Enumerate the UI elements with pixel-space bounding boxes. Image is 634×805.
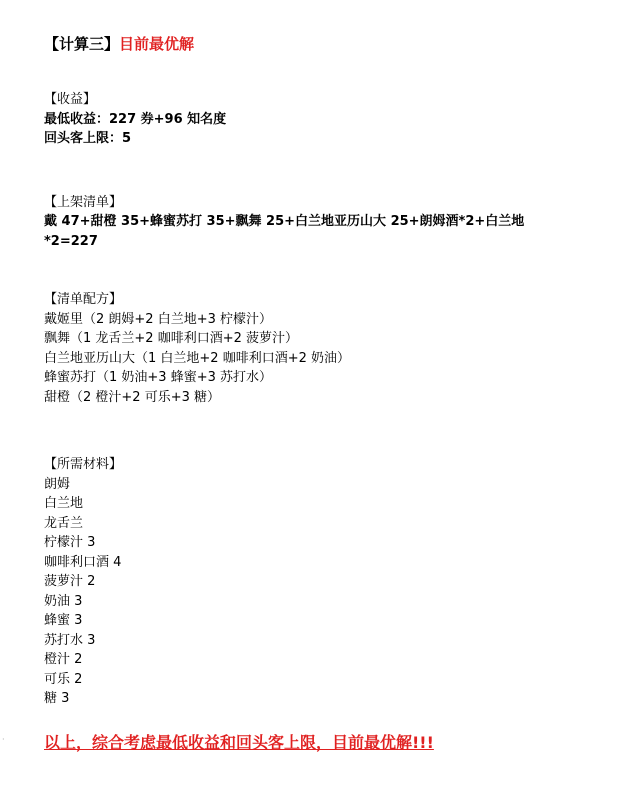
material-item: 苏打水 3 <box>44 632 96 648</box>
income-header: 【收益】 <box>44 92 97 107</box>
listing-line-1: 戴 47+甜橙 35+蜂蜜苏打 35+飘舞 25+白兰地亚历山大 25+朗姆酒*2+白兰地 <box>44 214 525 229</box>
material-item: 咖啡利口酒 4 <box>44 554 122 570</box>
recipes-section <box>44 290 624 407</box>
materials-header: 【所需材料】 <box>44 457 123 472</box>
material-item: 菠萝汁 2 <box>44 574 96 589</box>
title-highlight: 目前最优解 <box>119 35 195 53</box>
material-item: 橙汁 2 <box>44 652 83 667</box>
material-item: 龙舌兰 <box>44 515 84 531</box>
return-limit-line: 回头客上限：5 <box>44 131 132 146</box>
recipes-header: 【清单配方】 <box>44 292 123 307</box>
listing-section <box>44 193 624 252</box>
recipe-item: 飘舞（1 龙舌兰+2 咖啡利口酒+2 菠萝汁） <box>44 331 298 346</box>
recipe-item: 白兰地亚历山大（1 白兰地+2 咖啡利口酒+2 奶油） <box>44 350 350 366</box>
income-section <box>44 90 624 149</box>
material-item: 朗姆 <box>44 476 71 492</box>
conclusion-line: 以上，综合考虑最低收益和回头客上限，目前最优解!!! <box>44 733 434 752</box>
material-item: 可乐 2 <box>44 671 83 687</box>
document-body <box>44 34 624 709</box>
recipe-item: 戴姬里（2 朗姆+2 白兰地+3 柠檬汁） <box>44 311 272 327</box>
material-item: 柠檬汁 3 <box>44 535 96 550</box>
material-item: 白兰地 <box>44 496 84 511</box>
min-income-line: 最低收益：227 券+96 知名度 <box>44 111 227 127</box>
page-title <box>44 34 624 54</box>
margin-mark: · <box>2 735 5 744</box>
recipe-item: 甜橙（2 橙汁+2 可乐+3 糖） <box>44 389 220 405</box>
material-item: 奶油 3 <box>44 593 83 609</box>
listing-header: 【上架清单】 <box>44 194 123 210</box>
materials-section <box>44 455 624 709</box>
listing-line-2: *2=227 <box>44 233 98 249</box>
material-item: 糖 3 <box>44 691 70 706</box>
recipe-item: 蜂蜜苏打（1 奶油+3 蜂蜜+3 苏打水） <box>44 370 272 385</box>
title-bracket: 【计算三】 <box>44 35 120 53</box>
material-item: 蜂蜜 3 <box>44 613 83 628</box>
